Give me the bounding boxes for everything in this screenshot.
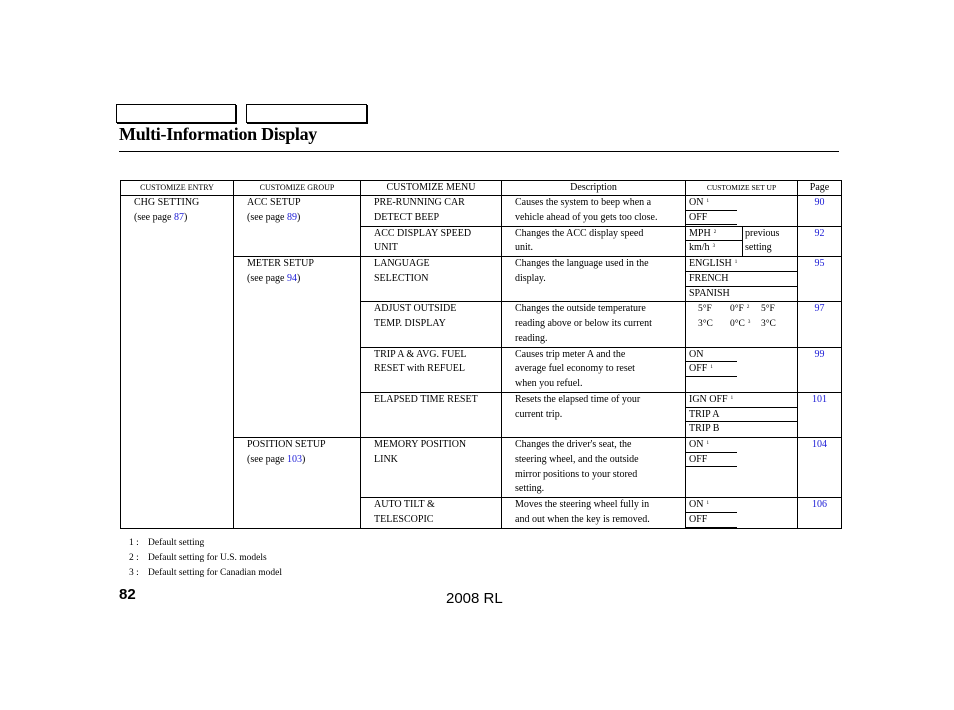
menu-cell bbox=[361, 302, 502, 347]
setup-option[interactable]: ON $^1$ bbox=[686, 498, 737, 513]
group-position-setup-label: POSITION SETUP bbox=[247, 439, 326, 451]
footnote: 1 : Default setting bbox=[129, 538, 205, 548]
customize-table bbox=[120, 180, 842, 529]
nav-button-index[interactable] bbox=[246, 104, 367, 123]
setup-cell bbox=[686, 257, 798, 302]
menu-item: LANGUAGE SELECTION bbox=[374, 258, 430, 284]
page-link[interactable]: 90 bbox=[814, 197, 825, 208]
temp-option-row[interactable]: 5°F 0°F $^2$ 5°F bbox=[698, 304, 775, 315]
group-meter-setup bbox=[234, 257, 360, 287]
page-number: 82 bbox=[119, 586, 136, 603]
menu-item: TRIP A & AVG. FUEL RESET with REFUEL bbox=[374, 348, 467, 375]
group-position-setup bbox=[234, 438, 360, 468]
group-cell bbox=[234, 438, 361, 529]
setup-cell bbox=[686, 302, 798, 347]
menu-cell bbox=[361, 196, 502, 227]
setup-option[interactable]: OFF bbox=[686, 211, 737, 226]
group-acc-setup-see-page: (see page 89) bbox=[247, 211, 301, 223]
setup-option[interactable]: ENGLISH $^1$ bbox=[686, 257, 797, 272]
description-text: Changes the language used in the display. bbox=[515, 258, 649, 284]
page-cell bbox=[798, 257, 842, 302]
setup-option[interactable]: ON bbox=[686, 348, 737, 363]
setup-option[interactable]: OFF $^1$ bbox=[686, 362, 737, 377]
group-cell bbox=[234, 196, 361, 257]
page-link[interactable]: 99 bbox=[814, 348, 825, 360]
setup-option[interactable]: OFF bbox=[686, 453, 737, 468]
menu-item: ACC DISPLAY SPEED UNIT bbox=[374, 227, 472, 254]
page-cell bbox=[798, 196, 842, 227]
table-row bbox=[121, 196, 842, 227]
page-cell bbox=[798, 393, 842, 438]
page-cell bbox=[798, 226, 842, 257]
setup-option[interactable]: IGN OFF $^1$ bbox=[686, 393, 797, 408]
setup-option[interactable]: SPANISH bbox=[689, 287, 730, 299]
menu-cell bbox=[361, 438, 502, 498]
setup-option[interactable]: ON $^1$ bbox=[686, 438, 737, 453]
page-cell bbox=[798, 498, 842, 529]
group-acc-setup-page-link[interactable]: 89 bbox=[286, 211, 297, 223]
setup-option[interactable]: TRIP A bbox=[686, 408, 797, 423]
setup-note: previous setting bbox=[745, 227, 780, 254]
header-group: CUSTOMIZE GROUP bbox=[234, 181, 361, 196]
model-name: 2008 RL bbox=[446, 590, 503, 607]
description-text: Causes trip meter A and the average fuel economy to reset when you refuel. bbox=[515, 348, 635, 390]
header-menu: CUSTOMIZE MENU bbox=[361, 181, 502, 196]
setup-option[interactable]: OFF bbox=[686, 513, 737, 528]
group-position-setup-see-page: (see page 103) bbox=[247, 453, 306, 465]
menu-item: PRE-RUNNING CAR DETECT BEEP bbox=[374, 197, 465, 223]
description-cell bbox=[502, 498, 686, 529]
description-text: Resets the elapsed time of your current trip. bbox=[515, 394, 641, 420]
setup-option[interactable]: ON $^1$ bbox=[686, 196, 737, 211]
setup-cell bbox=[686, 347, 798, 392]
description-cell bbox=[502, 302, 686, 347]
setup-option[interactable]: km/h $^3$ bbox=[689, 242, 716, 254]
group-position-setup-page-link[interactable]: 103 bbox=[286, 453, 302, 465]
menu-cell bbox=[361, 347, 502, 392]
description-cell bbox=[502, 226, 686, 257]
group-meter-setup-see-page: (see page 94) bbox=[247, 272, 301, 284]
entry-chg-setting-see-page: (see page 87) bbox=[134, 211, 188, 223]
description-cell bbox=[502, 393, 686, 438]
description-cell bbox=[502, 196, 686, 227]
header-setup: CUSTOMIZE SET UP bbox=[686, 181, 798, 196]
description-cell bbox=[502, 347, 686, 392]
description-text: Causes the system to beep when a vehicle ahead of you gets too close. bbox=[515, 197, 658, 223]
table-header-row bbox=[121, 181, 842, 196]
footnote: 3 : Default setting for Canadian model bbox=[129, 568, 283, 578]
page-cell bbox=[798, 438, 842, 498]
menu-cell bbox=[361, 393, 502, 438]
header-description: Description bbox=[502, 181, 686, 196]
page-link[interactable]: 106 bbox=[812, 499, 827, 511]
setup-cell bbox=[686, 393, 798, 438]
entry-chg-setting-label: CHG SETTING bbox=[134, 197, 200, 208]
setup-cell bbox=[686, 438, 798, 498]
group-cell bbox=[234, 257, 361, 438]
group-acc-setup-label: ACC SETUP bbox=[247, 197, 301, 208]
entry-chg-setting bbox=[121, 196, 233, 226]
description-text: Changes the driver's seat, the steering wheel, and the outside mirror positions to your stored setting. bbox=[515, 439, 639, 495]
page-link[interactable]: 95 bbox=[814, 258, 825, 270]
header-page: Page bbox=[798, 181, 842, 196]
setup-cell bbox=[686, 196, 798, 227]
temp-option-row[interactable]: 3°C 0°C $^3$ 3°C bbox=[698, 318, 776, 329]
menu-item: AUTO TILT & TELESCOPIC bbox=[374, 499, 435, 526]
page-title: Multi-Information Display bbox=[119, 124, 318, 144]
page-cell bbox=[798, 302, 842, 347]
page-cell bbox=[798, 347, 842, 392]
setup-cell bbox=[686, 498, 798, 529]
entry-chg-setting-page-link[interactable]: 87 bbox=[173, 211, 184, 223]
page-link[interactable]: 97 bbox=[814, 303, 825, 315]
menu-cell bbox=[361, 498, 502, 529]
nav-button-previous[interactable] bbox=[116, 104, 236, 123]
page-link[interactable]: 101 bbox=[812, 394, 827, 406]
group-meter-setup-label: METER SETUP bbox=[247, 258, 314, 270]
entry-cell bbox=[121, 196, 234, 529]
header-entry: CUSTOMIZE ENTRY bbox=[121, 181, 234, 196]
menu-item: ADJUST OUTSIDE TEMP. DISPLAY bbox=[374, 303, 457, 330]
setup-option[interactable]: TRIP B bbox=[689, 423, 720, 435]
description-cell bbox=[502, 257, 686, 302]
group-meter-setup-page-link[interactable]: 94 bbox=[286, 272, 297, 284]
footnote: 2 : Default setting for U.S. models bbox=[129, 553, 267, 563]
page-link[interactable]: 104 bbox=[812, 439, 827, 451]
description-text: Changes the outside temperature reading above or below its current reading. bbox=[515, 303, 652, 344]
setup-cell bbox=[686, 226, 798, 257]
setup-option[interactable]: FRENCH bbox=[686, 272, 797, 287]
menu-cell bbox=[361, 257, 502, 302]
menu-item: ELAPSED TIME RESET bbox=[374, 394, 478, 406]
menu-item: MEMORY POSITION LINK bbox=[374, 439, 467, 465]
group-acc-setup bbox=[234, 196, 360, 226]
page-link[interactable]: 92 bbox=[814, 227, 825, 239]
menu-cell bbox=[361, 226, 502, 257]
title-divider bbox=[119, 151, 839, 152]
description-cell bbox=[502, 438, 686, 498]
description-text: Moves the steering wheel fully in and out when the key is removed. bbox=[515, 499, 650, 526]
setup-option[interactable]: MPH $^2$ bbox=[686, 227, 742, 242]
description-text: Changes the ACC display speed unit. bbox=[515, 227, 644, 254]
